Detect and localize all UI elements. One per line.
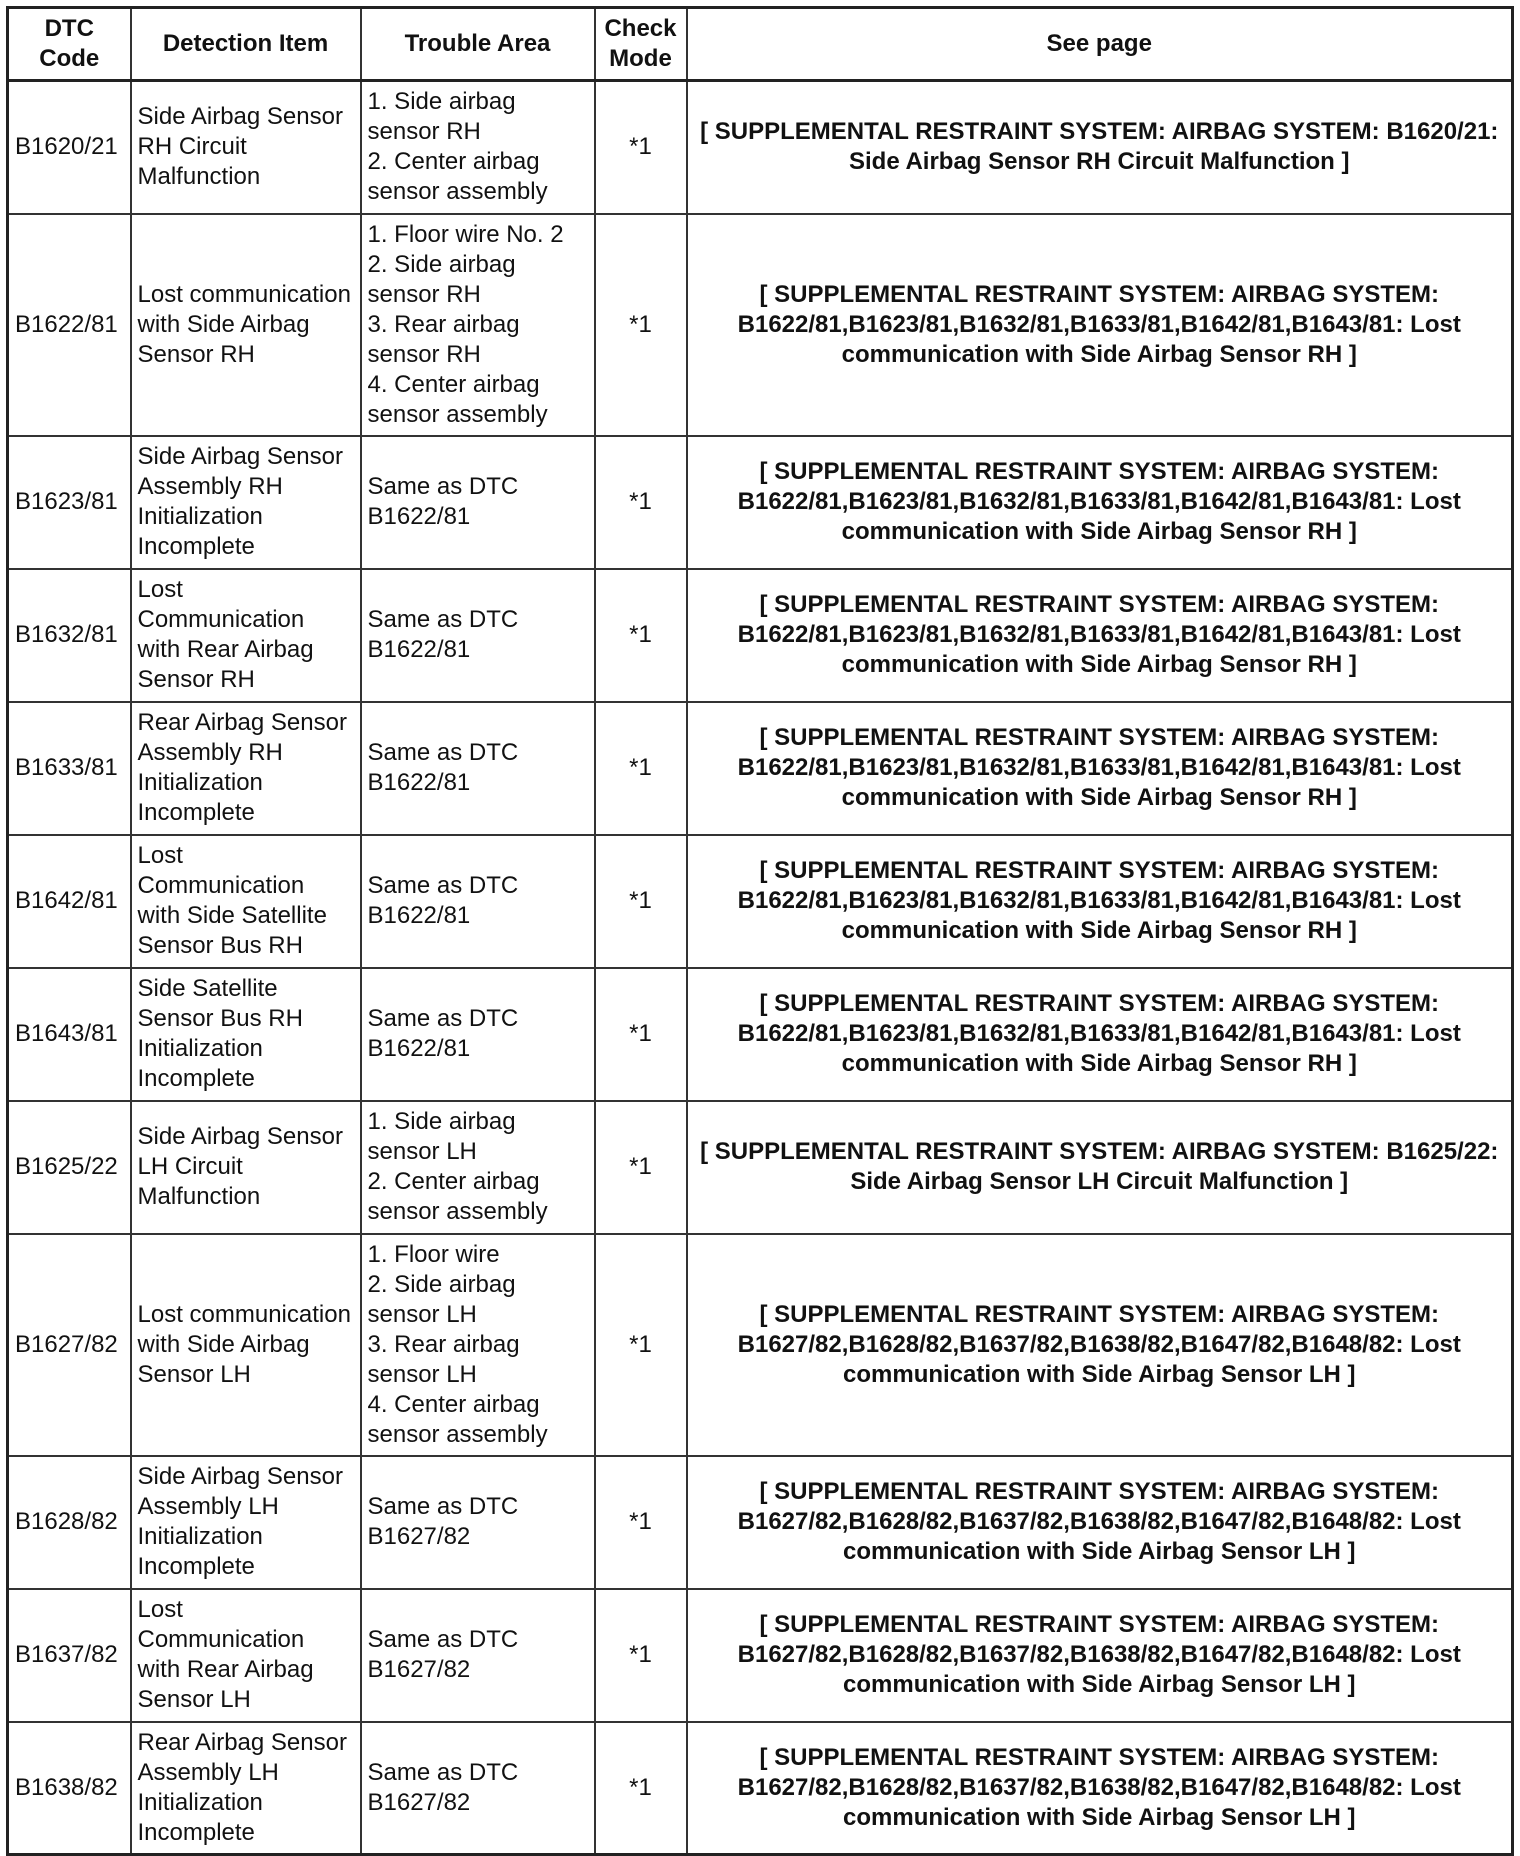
dtc-code-cell: B1632/81 — [8, 569, 131, 702]
see-page-link[interactable]: [ SUPPLEMENTAL RESTRAINT SYSTEM: AIRBAG SYSTEM: B1627/82,B1628/82,B1637/82,B1638/82,B1647/82,B1648/82: Lost communication with Side Airbag Sensor LH ] — [687, 1456, 1513, 1589]
trouble-area-cell: Same as DTC B1622/81 — [361, 835, 595, 968]
table-body — [8, 81, 1513, 1855]
trouble-area-cell: 1. Floor wire No. 2 2. Side airbag sensor RH 3. Rear airbag sensor RH 4. Center airbag sensor assembly — [361, 214, 595, 436]
check-mode-cell: *1 — [595, 81, 687, 214]
table-row — [8, 214, 1513, 436]
table-header — [8, 8, 1513, 81]
trouble-area-cell: Same as DTC B1627/82 — [361, 1589, 595, 1722]
table-row — [8, 702, 1513, 835]
header-row — [8, 8, 1513, 81]
detection-item-cell: Lost Communication with Side Satellite Sensor Bus RH — [131, 835, 361, 968]
check-mode-cell: *1 — [595, 1234, 687, 1456]
see-page-link[interactable]: [ SUPPLEMENTAL RESTRAINT SYSTEM: AIRBAG SYSTEM: B1627/82,B1628/82,B1637/82,B1638/82,B1647/82,B1648/82: Lost communication with Side Airbag Sensor LH ] — [687, 1234, 1513, 1456]
check-mode-cell: *1 — [595, 1456, 687, 1589]
header-dtc-code: DTC Code — [8, 8, 131, 81]
detection-item-cell: Rear Airbag Sensor Assembly RH Initialization Incomplete — [131, 702, 361, 835]
trouble-area-cell: 1. Side airbag sensor RH 2. Center airbag sensor assembly — [361, 81, 595, 214]
see-page-link[interactable]: [ SUPPLEMENTAL RESTRAINT SYSTEM: AIRBAG SYSTEM: B1627/82,B1628/82,B1637/82,B1638/82,B1647/82,B1648/82: Lost communication with Side Airbag Sensor LH ] — [687, 1589, 1513, 1722]
dtc-code-cell: B1628/82 — [8, 1456, 131, 1589]
see-page-link[interactable]: [ SUPPLEMENTAL RESTRAINT SYSTEM: AIRBAG SYSTEM: B1622/81,B1623/81,B1632/81,B1633/81,B1642/81,B1643/81: Lost communication with Side Airbag Sensor RH ] — [687, 835, 1513, 968]
detection-item-cell: Side Airbag Sensor RH Circuit Malfunction — [131, 81, 361, 214]
dtc-code-cell: B1625/22 — [8, 1101, 131, 1234]
header-check-mode: Check Mode — [595, 8, 687, 81]
table-row — [8, 81, 1513, 214]
table-row — [8, 1234, 1513, 1456]
dtc-table — [6, 6, 1514, 1856]
detection-item-cell: Lost communication with Side Airbag Sensor RH — [131, 214, 361, 436]
dtc-code-cell: B1620/21 — [8, 81, 131, 214]
trouble-area-cell: Same as DTC B1622/81 — [361, 702, 595, 835]
trouble-area-cell: 1. Floor wire 2. Side airbag sensor LH 3. Rear airbag sensor LH 4. Center airbag sensor assembly — [361, 1234, 595, 1456]
table-row — [8, 569, 1513, 702]
detection-item-cell: Side Airbag Sensor Assembly LH Initialization Incomplete — [131, 1456, 361, 1589]
trouble-area-cell: Same as DTC B1622/81 — [361, 436, 595, 569]
header-detection-item: Detection Item — [131, 8, 361, 81]
dtc-code-cell: B1638/82 — [8, 1722, 131, 1855]
header-see-page: See page — [687, 8, 1513, 81]
trouble-area-cell: Same as DTC B1622/81 — [361, 569, 595, 702]
see-page-link[interactable]: [ SUPPLEMENTAL RESTRAINT SYSTEM: AIRBAG SYSTEM: B1627/82,B1628/82,B1637/82,B1638/82,B1647/82,B1648/82: Lost communication with Side Airbag Sensor LH ] — [687, 1722, 1513, 1855]
check-mode-cell: *1 — [595, 968, 687, 1101]
trouble-area-cell: 1. Side airbag sensor LH 2. Center airbag sensor assembly — [361, 1101, 595, 1234]
check-mode-cell: *1 — [595, 214, 687, 436]
check-mode-cell: *1 — [595, 1589, 687, 1722]
see-page-link[interactable]: [ SUPPLEMENTAL RESTRAINT SYSTEM: AIRBAG SYSTEM: B1622/81,B1623/81,B1632/81,B1633/81,B1642/81,B1643/81: Lost communication with Side Airbag Sensor RH ] — [687, 702, 1513, 835]
detection-item-cell: Lost Communication with Rear Airbag Sensor LH — [131, 1589, 361, 1722]
detection-item-cell: Lost communication with Side Airbag Sensor LH — [131, 1234, 361, 1456]
trouble-area-cell: Same as DTC B1622/81 — [361, 968, 595, 1101]
check-mode-cell: *1 — [595, 835, 687, 968]
dtc-code-cell: B1637/82 — [8, 1589, 131, 1722]
header-trouble-area: Trouble Area — [361, 8, 595, 81]
check-mode-cell: *1 — [595, 702, 687, 835]
dtc-code-cell: B1642/81 — [8, 835, 131, 968]
trouble-area-cell: Same as DTC B1627/82 — [361, 1456, 595, 1589]
dtc-code-cell: B1643/81 — [8, 968, 131, 1101]
table-row — [8, 436, 1513, 569]
table-row — [8, 1456, 1513, 1589]
dtc-code-cell: B1623/81 — [8, 436, 131, 569]
table-row — [8, 1722, 1513, 1855]
check-mode-cell: *1 — [595, 1722, 687, 1855]
trouble-area-cell: Same as DTC B1627/82 — [361, 1722, 595, 1855]
detection-item-cell: Side Airbag Sensor Assembly RH Initialization Incomplete — [131, 436, 361, 569]
see-page-link[interactable]: [ SUPPLEMENTAL RESTRAINT SYSTEM: AIRBAG SYSTEM: B1622/81,B1623/81,B1632/81,B1633/81,B1642/81,B1643/81: Lost communication with Side Airbag Sensor RH ] — [687, 968, 1513, 1101]
see-page-link[interactable]: [ SUPPLEMENTAL RESTRAINT SYSTEM: AIRBAG SYSTEM: B1622/81,B1623/81,B1632/81,B1633/81,B1642/81,B1643/81: Lost communication with Side Airbag Sensor RH ] — [687, 436, 1513, 569]
dtc-code-cell: B1622/81 — [8, 214, 131, 436]
table-row — [8, 835, 1513, 968]
table-row — [8, 1589, 1513, 1722]
detection-item-cell: Lost Communication with Rear Airbag Sensor RH — [131, 569, 361, 702]
table-row — [8, 1101, 1513, 1234]
dtc-code-cell: B1633/81 — [8, 702, 131, 835]
detection-item-cell: Side Satellite Sensor Bus RH Initialization Incomplete — [131, 968, 361, 1101]
see-page-link[interactable]: [ SUPPLEMENTAL RESTRAINT SYSTEM: AIRBAG SYSTEM: B1625/22: Side Airbag Sensor LH Circuit Malfunction ] — [687, 1101, 1513, 1234]
check-mode-cell: *1 — [595, 436, 687, 569]
check-mode-cell: *1 — [595, 569, 687, 702]
see-page-link[interactable]: [ SUPPLEMENTAL RESTRAINT SYSTEM: AIRBAG SYSTEM: B1620/21: Side Airbag Sensor RH Circuit Malfunction ] — [687, 81, 1513, 214]
detection-item-cell: Side Airbag Sensor LH Circuit Malfunction — [131, 1101, 361, 1234]
see-page-link[interactable]: [ SUPPLEMENTAL RESTRAINT SYSTEM: AIRBAG SYSTEM: B1622/81,B1623/81,B1632/81,B1633/81,B1642/81,B1643/81: Lost communication with Side Airbag Sensor RH ] — [687, 214, 1513, 436]
check-mode-cell: *1 — [595, 1101, 687, 1234]
dtc-code-cell: B1627/82 — [8, 1234, 131, 1456]
table-row — [8, 968, 1513, 1101]
see-page-link[interactable]: [ SUPPLEMENTAL RESTRAINT SYSTEM: AIRBAG SYSTEM: B1622/81,B1623/81,B1632/81,B1633/81,B1642/81,B1643/81: Lost communication with Side Airbag Sensor RH ] — [687, 569, 1513, 702]
detection-item-cell: Rear Airbag Sensor Assembly LH Initialization Incomplete — [131, 1722, 361, 1855]
